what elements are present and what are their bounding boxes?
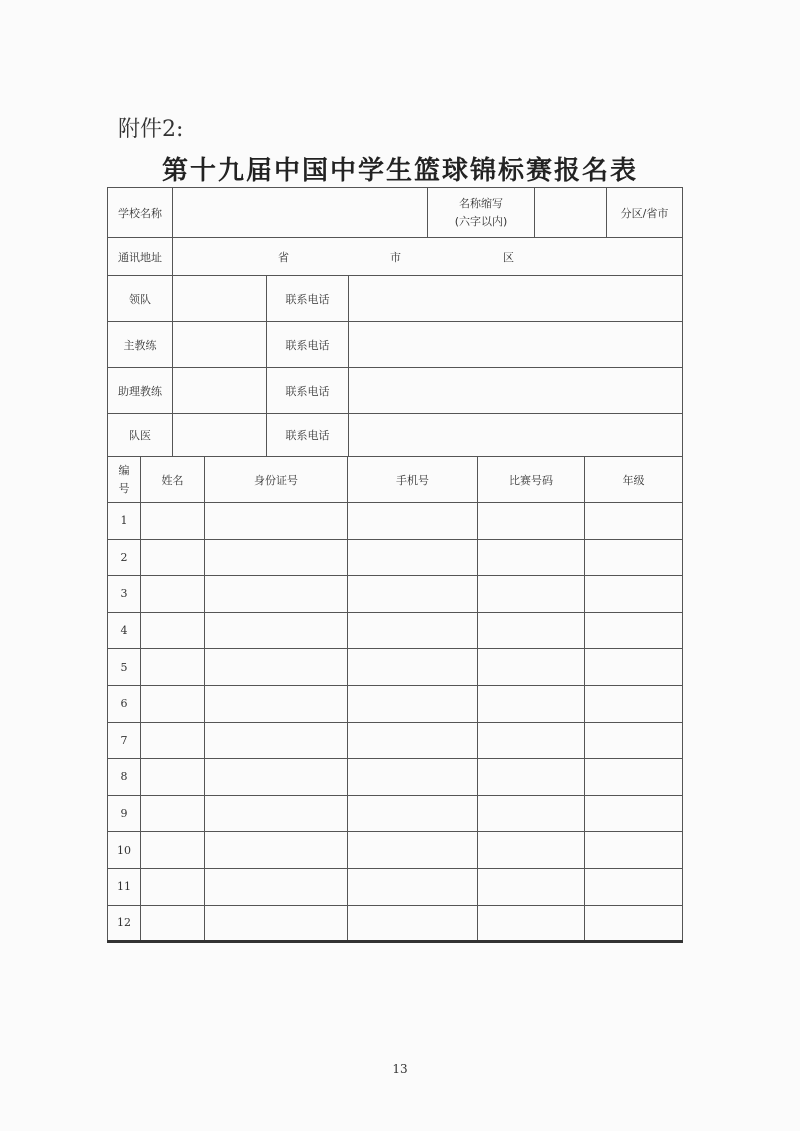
player-name-field[interactable]: [141, 832, 205, 869]
player-mobile-field[interactable]: [348, 832, 478, 869]
staff-phone-field[interactable]: [349, 276, 683, 322]
staff-phone-label: 联系电话: [267, 322, 349, 368]
player-name-field[interactable]: [141, 503, 205, 540]
city-label: 市: [390, 250, 401, 264]
player-mobile-field[interactable]: [348, 759, 478, 796]
table-row: [108, 759, 683, 796]
player-grade-field[interactable]: [585, 722, 683, 759]
player-name-field[interactable]: [141, 868, 205, 905]
player-mobile-field[interactable]: [348, 905, 478, 942]
page-number: 13: [392, 1062, 408, 1076]
staff-role-label: 队医: [108, 414, 173, 457]
staff-phone-label: 联系电话: [267, 276, 349, 322]
staff-row: [108, 322, 683, 368]
player-grade-field[interactable]: [585, 832, 683, 869]
player-number: 5: [108, 649, 141, 686]
player-header-row: [108, 457, 683, 503]
player-id-field[interactable]: [205, 612, 348, 649]
player-grade-field[interactable]: [585, 905, 683, 942]
player-grade-field[interactable]: [585, 576, 683, 613]
table-row: [108, 795, 683, 832]
player-grade-field[interactable]: [585, 503, 683, 540]
region-label: 分区/省市: [607, 188, 683, 238]
player-number: 11: [108, 868, 141, 905]
player-name-field[interactable]: [141, 685, 205, 722]
staff-name-field[interactable]: [173, 276, 267, 322]
header-number-line2: 号: [118, 481, 130, 495]
district-label: 区: [503, 250, 514, 264]
staff-name-field[interactable]: [173, 414, 267, 457]
staff-phone-field[interactable]: [349, 414, 683, 457]
school-name-label: 学校名称: [108, 188, 173, 238]
table-row: [108, 649, 683, 686]
staff-row: [108, 368, 683, 414]
player-id-field[interactable]: [205, 503, 348, 540]
table-row: [108, 722, 683, 759]
player-id-field[interactable]: [205, 868, 348, 905]
table-row: [108, 503, 683, 540]
player-number: 12: [108, 905, 141, 942]
player-grade-field[interactable]: [585, 685, 683, 722]
player-mobile-field[interactable]: [348, 795, 478, 832]
player-jersey-field[interactable]: [478, 685, 585, 722]
player-jersey-field[interactable]: [478, 795, 585, 832]
player-name-field[interactable]: [141, 539, 205, 576]
player-name-field[interactable]: [141, 795, 205, 832]
player-mobile-field[interactable]: [348, 539, 478, 576]
player-jersey-field[interactable]: [478, 905, 585, 942]
staff-role-label: 主教练: [108, 322, 173, 368]
address-field[interactable]: [173, 238, 683, 276]
header-number-line1: 编: [118, 463, 130, 477]
player-id-field[interactable]: [205, 649, 348, 686]
name-code-label-line1: 名称缩写: [459, 196, 504, 210]
player-number: 6: [108, 685, 141, 722]
form-title: 第十九届中国中学生篮球锦标赛报名表: [161, 156, 638, 186]
name-code-label: [428, 188, 535, 238]
header-mobile: 手机号: [348, 457, 478, 503]
name-code-field[interactable]: [535, 188, 607, 238]
header-jersey-number: 比赛号码: [478, 457, 585, 503]
table-row: [108, 612, 683, 649]
player-id-field[interactable]: [205, 832, 348, 869]
table-row: [108, 685, 683, 722]
player-number: 4: [108, 612, 141, 649]
player-number: 2: [108, 539, 141, 576]
player-id-field[interactable]: [205, 905, 348, 942]
player-jersey-field[interactable]: [478, 868, 585, 905]
school-name-field[interactable]: [173, 188, 428, 238]
player-grade-field[interactable]: [585, 868, 683, 905]
player-id-field[interactable]: [205, 759, 348, 796]
table-row: [108, 905, 683, 942]
player-rows: [108, 503, 683, 942]
player-jersey-field[interactable]: [478, 649, 585, 686]
player-number: 7: [108, 722, 141, 759]
player-id-field[interactable]: [205, 722, 348, 759]
staff-row: [108, 276, 683, 322]
staff-phone-label: 联系电话: [267, 368, 349, 414]
province-label: 省: [278, 250, 289, 264]
player-mobile-field[interactable]: [348, 649, 478, 686]
team-info-table: [107, 187, 683, 457]
player-table: [107, 456, 683, 943]
player-mobile-field[interactable]: [348, 612, 478, 649]
staff-row: [108, 414, 683, 457]
header-name: 姓名: [141, 457, 205, 503]
player-jersey-field[interactable]: [478, 722, 585, 759]
staff-role-label: 领队: [108, 276, 173, 322]
player-mobile-field[interactable]: [348, 722, 478, 759]
table-row: [108, 832, 683, 869]
player-id-field[interactable]: [205, 795, 348, 832]
player-mobile-field[interactable]: [348, 576, 478, 613]
staff-phone-label: 联系电话: [267, 414, 349, 457]
header-id-number: 身份证号: [205, 457, 348, 503]
player-name-field[interactable]: [141, 576, 205, 613]
player-jersey-field[interactable]: [478, 759, 585, 796]
staff-role-label: 助理教练: [108, 368, 173, 414]
header-number: [108, 457, 141, 503]
player-jersey-field[interactable]: [478, 539, 585, 576]
player-grade-field[interactable]: [585, 612, 683, 649]
attachment-label: 附件2:: [118, 117, 184, 142]
header-grade: 年级: [585, 457, 683, 503]
player-mobile-field[interactable]: [348, 868, 478, 905]
player-number: 1: [108, 503, 141, 540]
player-name-field[interactable]: [141, 905, 205, 942]
address-label: 通讯地址: [108, 238, 173, 276]
player-jersey-field[interactable]: [478, 612, 585, 649]
staff-phone-field[interactable]: [349, 368, 683, 414]
school-row: [108, 188, 683, 238]
address-row: [108, 238, 683, 276]
player-id-field[interactable]: [205, 576, 348, 613]
player-id-field[interactable]: [205, 685, 348, 722]
player-name-field[interactable]: [141, 612, 205, 649]
player-jersey-field[interactable]: [478, 503, 585, 540]
player-grade-field[interactable]: [585, 539, 683, 576]
table-row: [108, 576, 683, 613]
player-mobile-field[interactable]: [348, 503, 478, 540]
player-number: 8: [108, 759, 141, 796]
staff-name-field[interactable]: [173, 368, 267, 414]
table-row: [108, 539, 683, 576]
staff-phone-field[interactable]: [349, 322, 683, 368]
staff-name-field[interactable]: [173, 322, 267, 368]
table-row: [108, 868, 683, 905]
player-grade-field[interactable]: [585, 649, 683, 686]
player-grade-field[interactable]: [585, 795, 683, 832]
player-jersey-field[interactable]: [478, 832, 585, 869]
player-grade-field[interactable]: [585, 759, 683, 796]
name-code-label-line2: (六字以内): [454, 214, 508, 228]
player-number: 3: [108, 576, 141, 613]
player-number: 9: [108, 795, 141, 832]
player-mobile-field[interactable]: [348, 685, 478, 722]
player-name-field[interactable]: [141, 759, 205, 796]
player-number: 10: [108, 832, 141, 869]
player-jersey-field[interactable]: [478, 576, 585, 613]
player-name-field[interactable]: [141, 722, 205, 759]
player-id-field[interactable]: [205, 539, 348, 576]
player-name-field[interactable]: [141, 649, 205, 686]
